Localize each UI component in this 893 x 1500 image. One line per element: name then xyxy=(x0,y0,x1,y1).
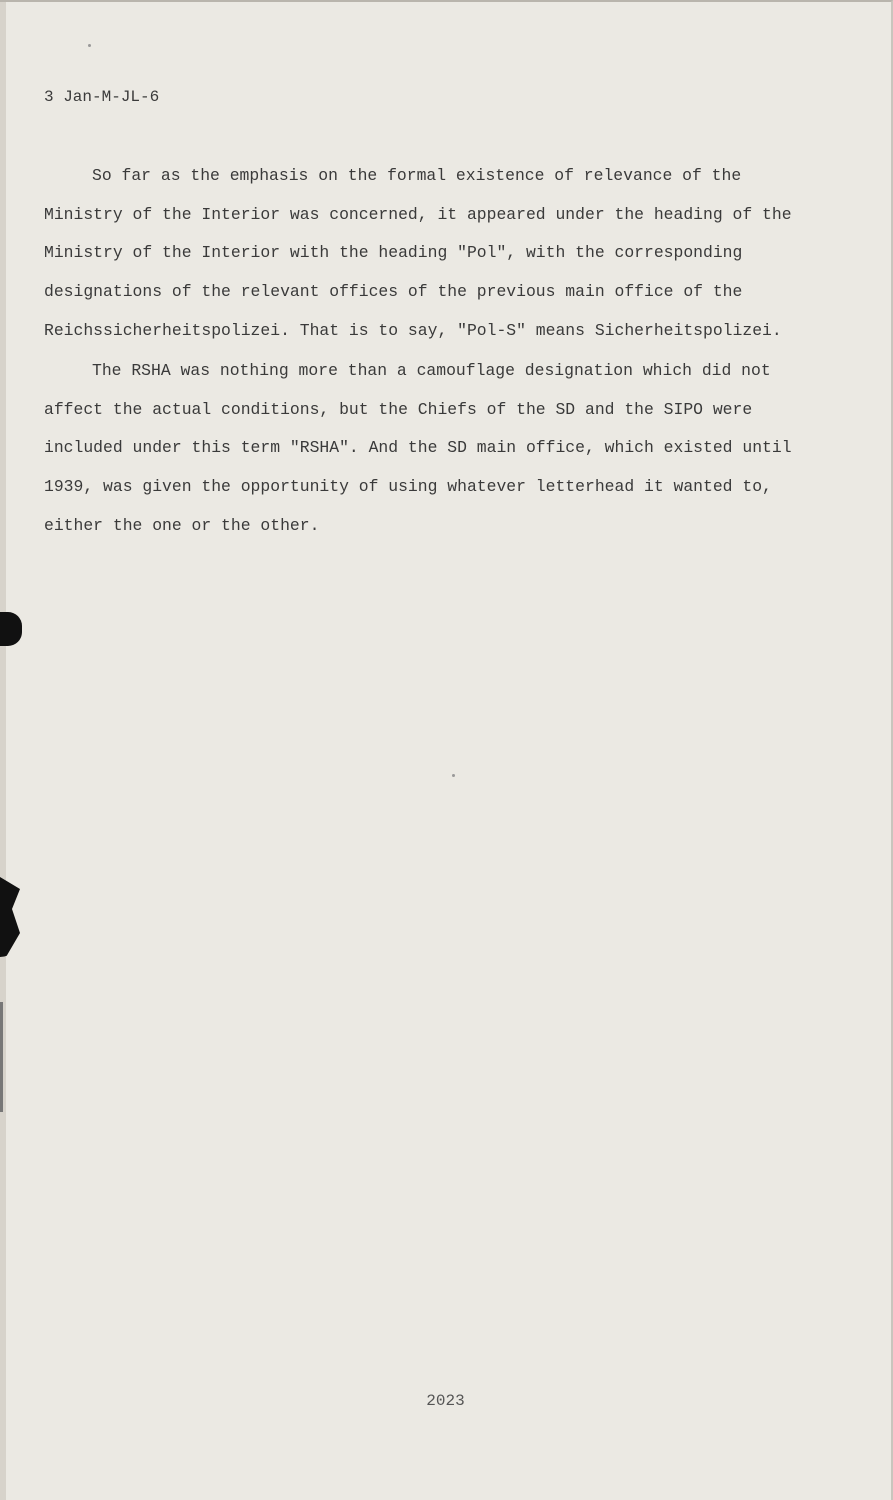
page-left-edge xyxy=(0,2,6,1500)
page-number: 2023 xyxy=(426,1392,465,1410)
binding-hole-mark xyxy=(0,612,22,646)
document-reference: 3 Jan-M-JL-6 xyxy=(44,88,160,106)
paragraph-line: affect the actual conditions, but the Chiefs of the SD and the SIPO were xyxy=(44,399,753,419)
paragraph-1 xyxy=(44,157,834,351)
paragraph-line: Ministry of the Interior with the heading "Pol", with the corresponding xyxy=(44,243,743,263)
paragraph-line: included under this term "RSHA". And the SD main office, which existed until xyxy=(44,438,792,458)
paragraph-2 xyxy=(44,352,834,546)
paper-speck xyxy=(452,774,455,777)
paper-speck xyxy=(88,44,91,47)
paragraph-line: 1939, was given the opportunity of using whatever letterhead it wanted to, xyxy=(44,477,772,497)
paragraph-line: Ministry of the Interior was concerned, it appeared under the heading of the xyxy=(44,204,792,224)
paragraph-line: Reichssicherheitspolizei. That is to say, "Pol-S" means Sicherheitspolizei. xyxy=(44,320,782,340)
edge-line-mark xyxy=(0,1002,3,1112)
paragraph-line: either the one or the other. xyxy=(44,515,320,535)
paragraph-line: The RSHA was nothing more than a camouflage designation which did not xyxy=(92,361,771,380)
torn-edge-mark xyxy=(0,877,20,957)
paragraph-line: So far as the emphasis on the formal existence of relevance of the xyxy=(92,166,742,185)
paragraph-line: designations of the relevant offices of the previous main office of the xyxy=(44,282,743,302)
